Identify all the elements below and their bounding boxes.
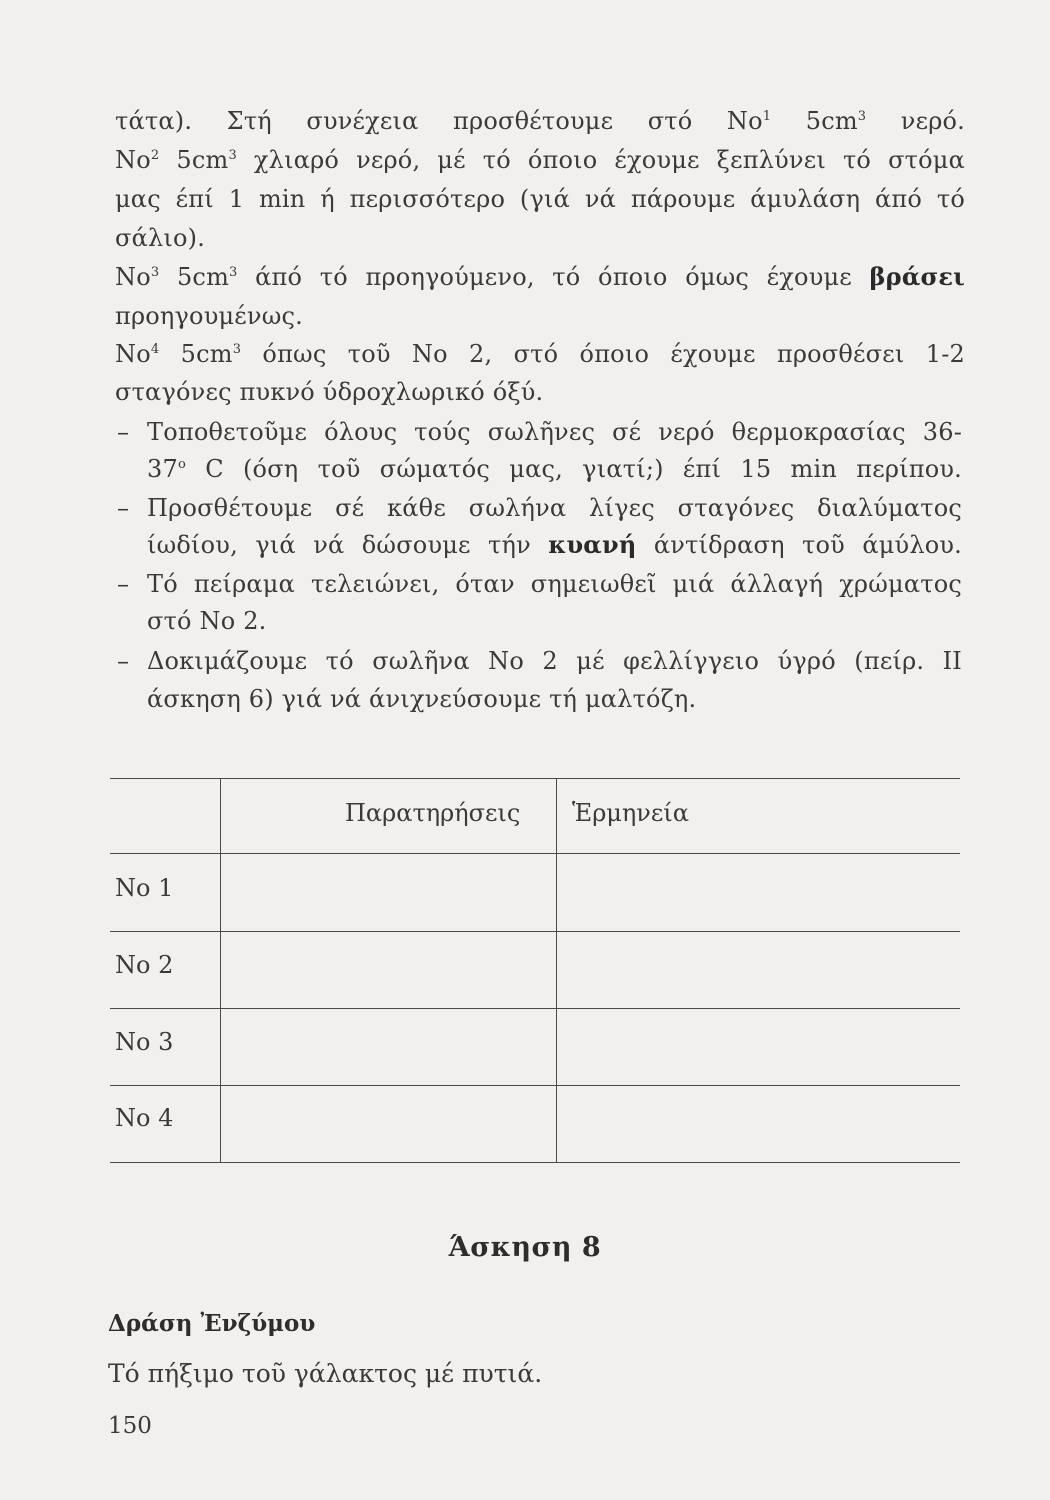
- table-header-interpretation: Ἑρμηνεία: [572, 799, 689, 827]
- text-line: $No^3$ $5cm^3$ άπό τό προηγούμενο, τό όποιο όμως έχουμε βράσει: [115, 262, 965, 291]
- table-header-observations: Παρατηρήσεις: [345, 799, 521, 827]
- table-rule: [110, 778, 960, 779]
- exercise-description: Τό πήξιμο τοῦ γάλακτος μέ πυτιά.: [108, 1359, 543, 1388]
- exercise-subtitle: Δράση Ἐνζύμου: [108, 1310, 316, 1337]
- text-line: $No^2$ $5cm^3$ χλιαρό νερό, μέ τό όποιο έχουμε ξεπλύνει τό στόμα: [115, 146, 966, 174]
- table-rule: [110, 1162, 960, 1163]
- bullet-dash: –: [117, 570, 129, 598]
- text-line: ίωδίου, γιά νά δώσουμε τήν κυανή άντίδραση τοῦ άμύλου.: [147, 530, 963, 559]
- table-rule: [110, 853, 960, 854]
- table-rule: [110, 1085, 960, 1086]
- table-divider: [220, 778, 221, 1163]
- observation-table: [110, 778, 960, 1164]
- bullet-dash: –: [117, 418, 129, 446]
- text-line: $37^o$ C (όση τοῦ σώματός μας, γιατί;) έπί 15 min περίπου.: [147, 455, 962, 483]
- bullet-dash: –: [117, 647, 129, 675]
- text-line: προηγουμένως.: [115, 302, 303, 330]
- page-number: 150: [108, 1413, 152, 1439]
- text-line: σταγόνες πυκνό ύδροχλωρικό όξύ.: [115, 378, 544, 406]
- text-line: $No^4$ $5cm^3$ όπως τοῦ Νο 2, στό όποιο έχουμε προσθέσει 1-2: [115, 340, 965, 368]
- table-rule: [110, 1008, 960, 1009]
- table-row-label: Νο 1: [115, 874, 174, 902]
- text-line: στό Νο 2.: [147, 607, 267, 635]
- text-line: σάλιο).: [115, 224, 206, 252]
- table-row-label: Νο 3: [115, 1028, 174, 1056]
- text-line: Προσθέτουμε σέ κάθε σωλήνα λίγες σταγόνες διαλύματος: [147, 494, 962, 522]
- text-line: άσκηση 6) γιά νά άνιχνεύσουμε τή μαλτόζη.: [147, 685, 697, 713]
- bullet-dash: –: [117, 494, 129, 522]
- text-line: Τό πείραμα τελειώνει, όταν σημειωθεῖ μιά άλλαγή χρώματος: [147, 570, 962, 598]
- text-line: Δοκιμάζουμε τό σωλῆνα Νο 2 μέ φελλίγγειο ύγρό (πείρ. II: [147, 647, 962, 675]
- table-row-label: Νο 2: [115, 951, 174, 979]
- text-line: τάτα). Στή συνέχεια προσθέτουμε στό $No^1$ $5cm^3$ νερό.: [115, 107, 965, 135]
- table-divider: [556, 778, 557, 1163]
- text-line: μας έπί 1 min ή περισσότερο (γιά νά πάρουμε άμυλάση άπό τό: [115, 185, 965, 213]
- text-line: Τοποθετοῦμε όλους τούς σωλῆνες σέ νερό θερμοκρασίας 36-: [147, 418, 962, 446]
- table-row-label: Νο 4: [115, 1104, 174, 1132]
- exercise-title: Άσκηση 8: [448, 1232, 602, 1263]
- table-rule: [110, 931, 960, 932]
